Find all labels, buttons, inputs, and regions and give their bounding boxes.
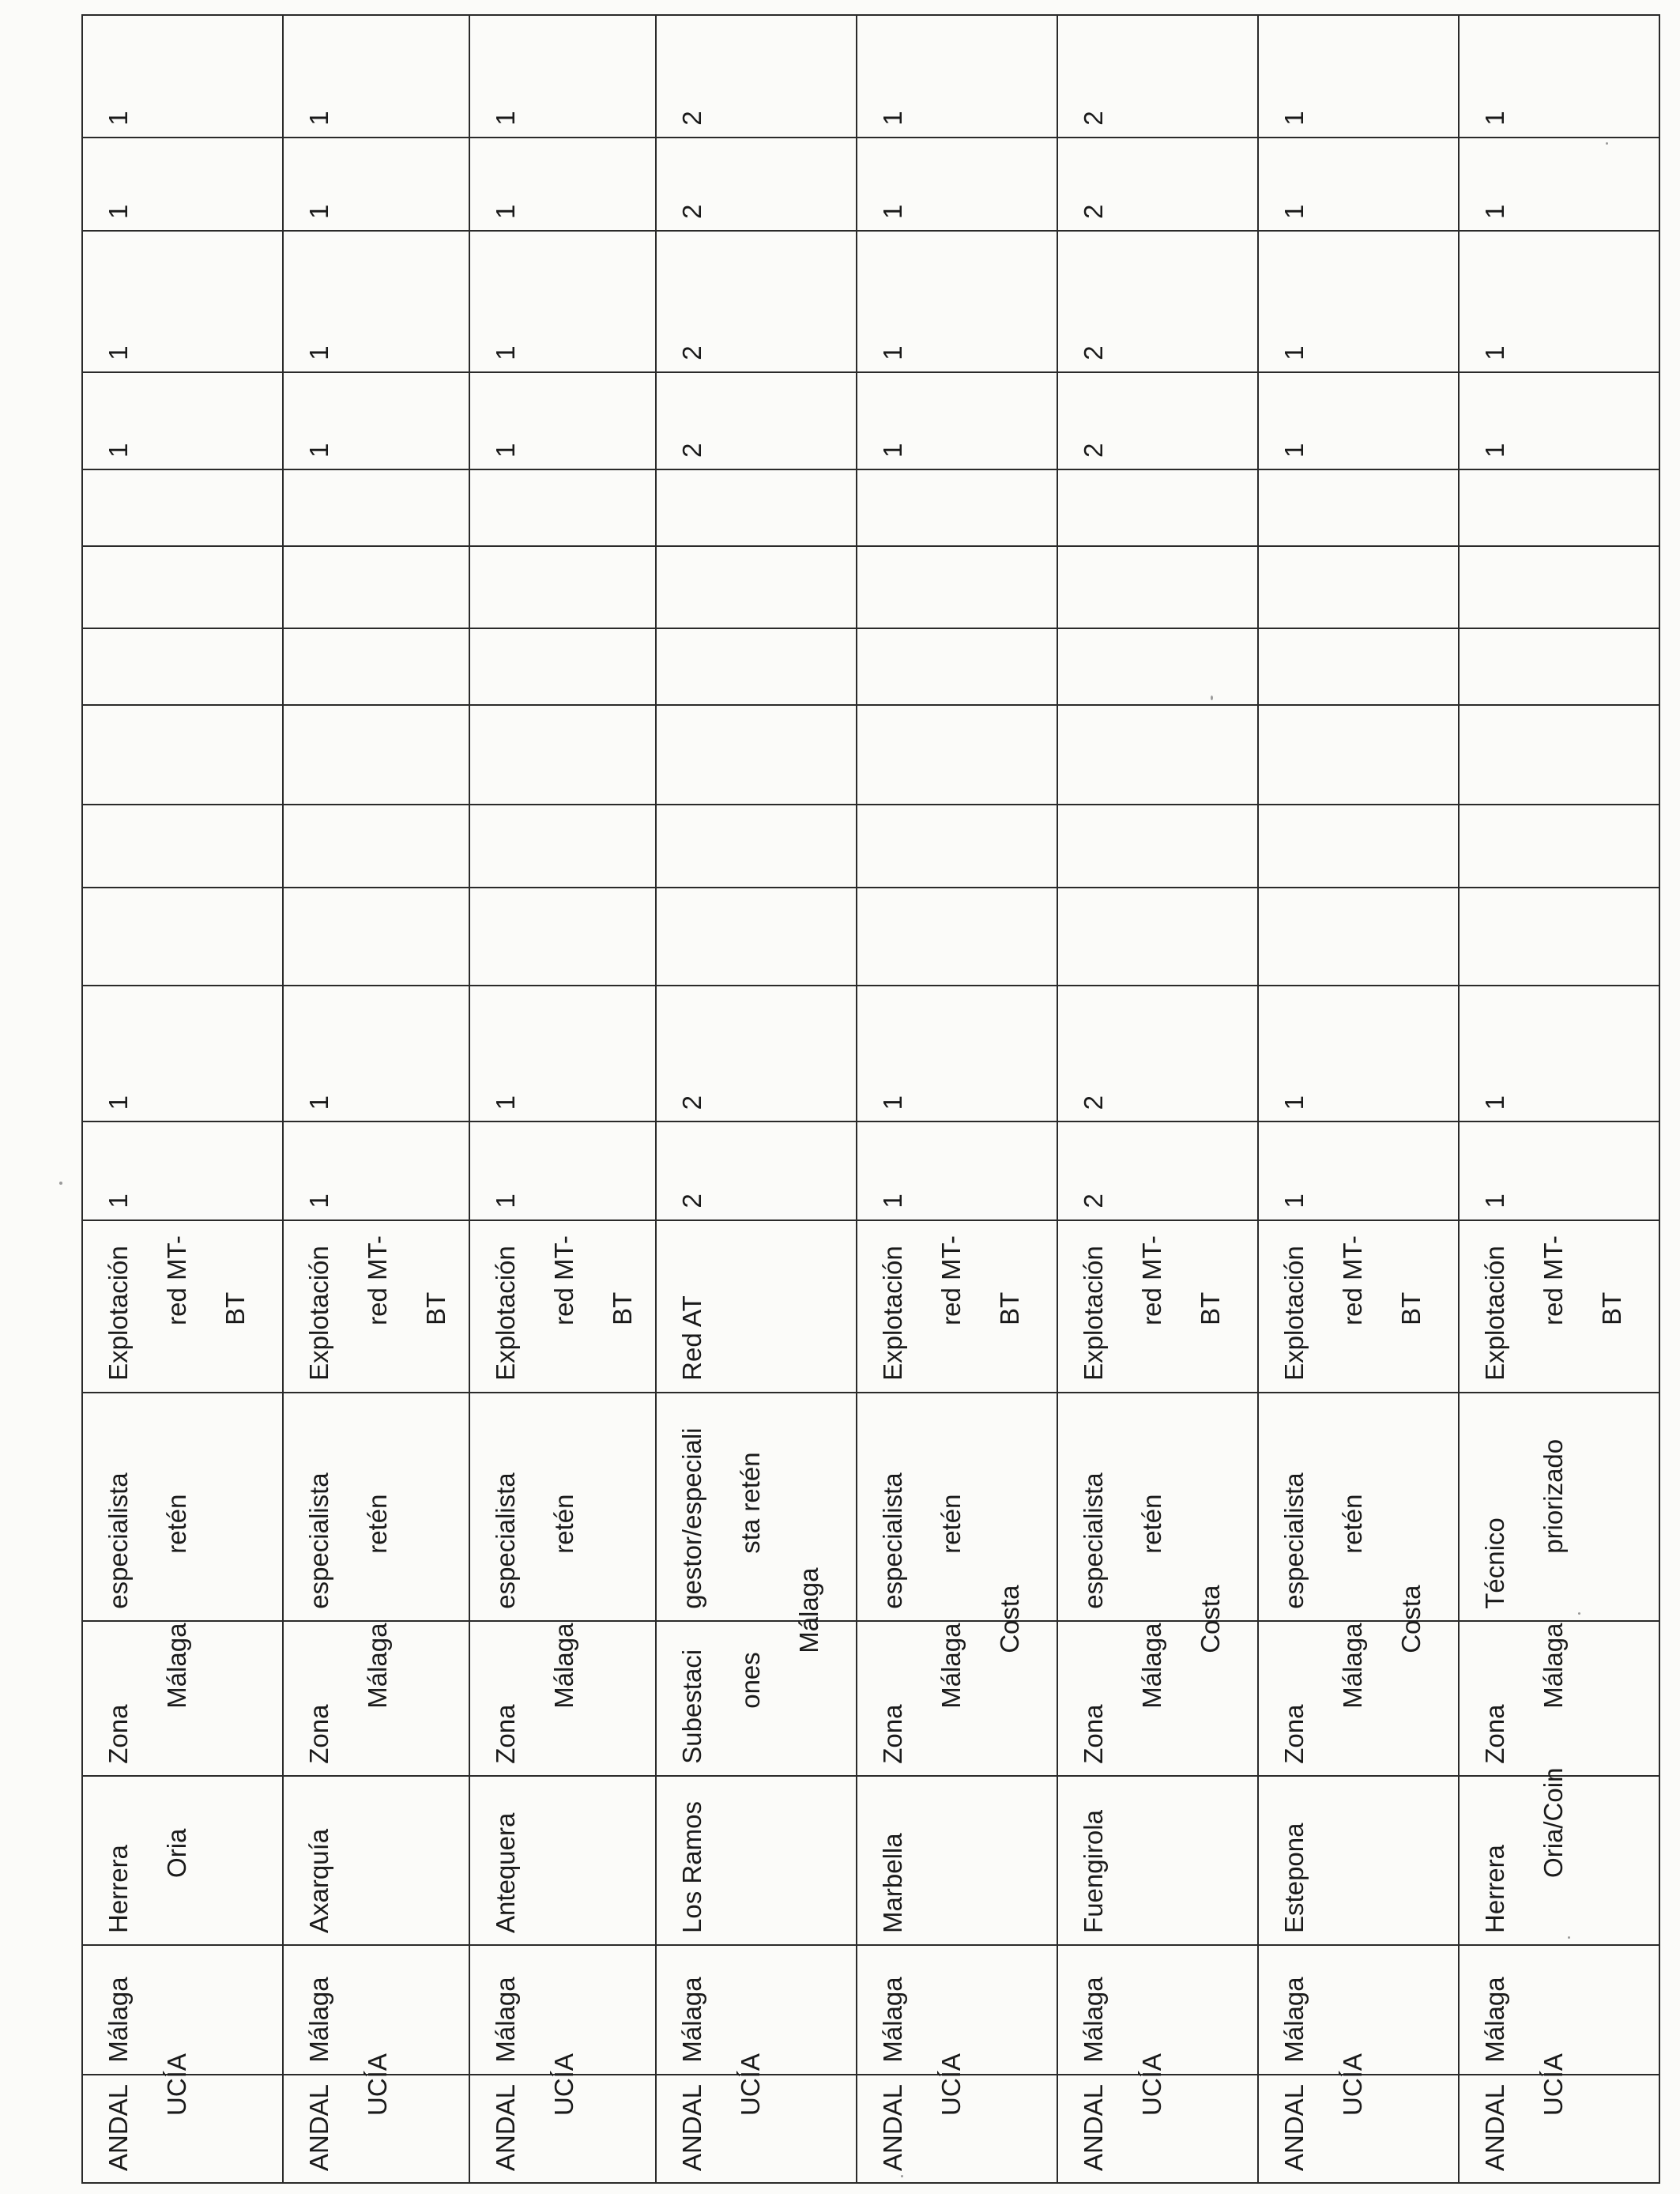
count-cell-6	[857, 628, 1057, 705]
count-cell-7	[1459, 546, 1659, 628]
role-cell-line: retén	[162, 1494, 191, 1554]
count-cell-3	[1258, 888, 1459, 985]
rotated-table-container	[81, 14, 1626, 2184]
role-cell-line: especialista	[878, 1472, 907, 1609]
count-cell-2	[1258, 986, 1459, 1122]
activity-cell-line: red MT-BT	[1137, 1235, 1225, 1325]
activity-cell-line: red MT-BT	[363, 1235, 450, 1325]
count-cell-10	[1258, 231, 1459, 372]
activity-cell	[1057, 1220, 1258, 1393]
region-cell-line: ANDAL	[1079, 2083, 1108, 2171]
count-cell-9-value: 1	[304, 443, 333, 458]
zone-cell	[283, 1621, 469, 1776]
count-cell-11	[1258, 138, 1459, 231]
zone-cell-line: Málaga	[794, 1567, 823, 1653]
zone-cell-line: Subestaci	[677, 1649, 706, 1764]
count-cell-10	[469, 231, 656, 372]
count-cell-4	[1459, 805, 1659, 888]
count-cell-11	[656, 138, 857, 231]
zone-cell-line: Málaga	[162, 1623, 191, 1709]
count-cell-12	[1057, 15, 1258, 138]
province-cell-value: Málaga	[677, 1977, 706, 2063]
region-cell	[469, 2053, 656, 2183]
region-cell	[656, 2053, 857, 2183]
region-cell-line: ANDAL	[304, 2083, 333, 2171]
role-cell-line: retén	[1137, 1494, 1166, 1554]
count-cell-9	[1057, 372, 1258, 469]
location-cell	[1459, 1767, 1659, 1945]
zone-cell-line: Costa	[1196, 1585, 1225, 1653]
count-cell-6	[1459, 628, 1659, 705]
zone-cell-line: Málaga	[363, 1623, 392, 1709]
count-cell-3	[656, 888, 857, 985]
table-row	[656, 15, 857, 2183]
activity-cell	[283, 1220, 469, 1393]
count-cell-4	[1057, 805, 1258, 888]
region-cell	[1258, 2053, 1459, 2183]
count-cell-1-value: 1	[491, 1193, 520, 1208]
zone-cell-line: Zona	[1079, 1704, 1108, 1764]
province-cell-value: Málaga	[1279, 1977, 1309, 2063]
province-cell-value: Málaga	[878, 1977, 907, 2063]
count-cell-10	[656, 231, 857, 372]
count-cell-9-value: 1	[491, 443, 520, 458]
count-cell-3	[283, 888, 469, 985]
region-cell	[82, 2053, 283, 2183]
location-cell-line: Oria/Coin	[1539, 1767, 1568, 1878]
role-cell-line: Técnico	[1480, 1517, 1509, 1609]
count-cell-2	[1057, 986, 1258, 1122]
role-cell-line: especialista	[104, 1472, 133, 1609]
count-cell-7	[656, 546, 857, 628]
zone-cell	[1459, 1621, 1659, 1776]
count-cell-3	[1459, 888, 1659, 985]
count-cell-1	[1258, 1122, 1459, 1220]
count-cell-10-value: 2	[1079, 345, 1108, 360]
count-cell-10	[1459, 231, 1659, 372]
table-row	[469, 15, 656, 2183]
activity-cell	[1258, 1220, 1459, 1393]
count-cell-6	[82, 628, 283, 705]
zone-cell-line: Málaga	[1338, 1623, 1367, 1709]
count-cell-12	[1258, 15, 1459, 138]
count-cell-2-value: 2	[1079, 1095, 1108, 1110]
zone-cell-line: ones	[736, 1652, 765, 1709]
count-cell-7	[469, 546, 656, 628]
count-cell-1-value: 1	[304, 1193, 333, 1208]
table-row	[1057, 15, 1258, 2183]
count-cell-11-value: 2	[1079, 204, 1108, 219]
count-cell-7	[1258, 546, 1459, 628]
count-cell-11	[857, 138, 1057, 231]
staffing-table	[81, 14, 1660, 2184]
count-cell-11-value: 1	[304, 204, 333, 219]
count-cell-11-value: 1	[1279, 204, 1309, 219]
count-cell-2	[283, 986, 469, 1122]
location-cell	[469, 1776, 656, 1945]
role-cell-line: retén	[1338, 1494, 1367, 1554]
count-cell-9	[82, 372, 283, 469]
zone-cell-line: Zona	[304, 1704, 333, 1764]
count-cell-5	[656, 705, 857, 805]
count-cell-2-value: 1	[1279, 1095, 1309, 1110]
count-cell-9	[283, 372, 469, 469]
location-cell-line: Herrera	[104, 1845, 133, 1933]
count-cell-8	[1057, 469, 1258, 546]
count-cell-9	[656, 372, 857, 469]
table-row	[857, 15, 1057, 2183]
province-cell-value: Málaga	[104, 1977, 133, 2063]
count-cell-11-value: 1	[1480, 204, 1509, 219]
zone-cell-line: Málaga	[936, 1623, 966, 1709]
count-cell-6	[283, 628, 469, 705]
province-cell-value: Málaga	[1480, 1977, 1509, 2063]
count-cell-2	[656, 986, 857, 1122]
activity-cell	[656, 1220, 857, 1393]
location-cell	[1057, 1776, 1258, 1945]
count-cell-12	[857, 15, 1057, 138]
zone-cell	[1057, 1585, 1258, 1776]
count-cell-9	[1258, 372, 1459, 469]
activity-cell-line: Explotación	[104, 1246, 133, 1381]
count-cell-11	[82, 138, 283, 231]
activity-cell-line: Explotación	[1079, 1246, 1108, 1381]
count-cell-9-value: 1	[1279, 443, 1309, 458]
zone-cell	[857, 1585, 1057, 1776]
count-cell-10-value: 1	[1480, 345, 1509, 360]
count-cell-11	[283, 138, 469, 231]
count-cell-5	[1258, 705, 1459, 805]
location-cell-line: Fuengirola	[1079, 1810, 1108, 1933]
role-cell-line: sta retén	[736, 1452, 765, 1554]
count-cell-9	[1459, 372, 1659, 469]
count-cell-6	[1258, 628, 1459, 705]
count-cell-1	[857, 1122, 1057, 1220]
count-cell-1-value: 1	[1480, 1193, 1509, 1208]
count-cell-6	[656, 628, 857, 705]
count-cell-3	[82, 888, 283, 985]
zone-cell-line: Málaga	[1539, 1623, 1568, 1709]
count-cell-1-value: 1	[1279, 1193, 1309, 1208]
count-cell-8	[1459, 469, 1659, 546]
zone-cell	[1258, 1585, 1459, 1776]
table-row	[1258, 15, 1459, 2183]
count-cell-4	[857, 805, 1057, 888]
activity-cell	[469, 1220, 656, 1393]
region-cell-line: UCÍA	[363, 2053, 392, 2116]
table-row	[1459, 15, 1659, 2183]
region-cell-line: UCÍA	[936, 2053, 966, 2116]
location-cell-line: Antequera	[491, 1812, 520, 1933]
count-cell-1	[469, 1122, 656, 1220]
count-cell-12-value: 2	[1079, 111, 1108, 126]
count-cell-4	[469, 805, 656, 888]
zone-cell-line: Costa	[995, 1585, 1024, 1653]
province-cell-value: Málaga	[1079, 1977, 1108, 2063]
count-cell-12-value: 1	[491, 111, 520, 126]
count-cell-12-value: 1	[878, 111, 907, 126]
count-cell-8	[82, 469, 283, 546]
count-cell-11-value: 1	[491, 204, 520, 219]
count-cell-5	[283, 705, 469, 805]
count-cell-9	[469, 372, 656, 469]
count-cell-12-value: 1	[1480, 111, 1509, 126]
activity-cell	[1459, 1220, 1659, 1393]
activity-cell-line: Explotación	[304, 1246, 333, 1381]
activity-cell	[857, 1220, 1057, 1393]
region-cell-line: UCÍA	[162, 2053, 191, 2116]
location-cell-line: Marbella	[878, 1833, 907, 1933]
count-cell-8	[1258, 469, 1459, 546]
count-cell-5	[1459, 705, 1659, 805]
count-cell-5	[82, 705, 283, 805]
province-cell-value: Málaga	[491, 1977, 520, 2063]
role-cell	[1459, 1393, 1659, 1621]
location-cell	[82, 1776, 283, 1945]
count-cell-6	[469, 628, 656, 705]
count-cell-9-value: 1	[1480, 443, 1509, 458]
count-cell-12	[82, 15, 283, 138]
count-cell-10-value: 1	[878, 345, 907, 360]
count-cell-2-value: 1	[304, 1095, 333, 1110]
count-cell-4	[656, 805, 857, 888]
region-cell-line: ANDAL	[104, 2083, 133, 2171]
count-cell-1-value: 2	[677, 1193, 706, 1208]
region-cell-line: ANDAL	[1480, 2083, 1509, 2171]
count-cell-2	[469, 986, 656, 1122]
zone-cell	[469, 1621, 656, 1776]
count-cell-9	[857, 372, 1057, 469]
count-cell-10	[283, 231, 469, 372]
activity-cell-line: Red AT	[677, 1295, 706, 1381]
count-cell-3	[857, 888, 1057, 985]
region-cell-line: ANDAL	[677, 2083, 706, 2171]
count-cell-12	[656, 15, 857, 138]
zone-cell-line: Zona	[104, 1704, 133, 1764]
activity-cell-line: Explotación	[1480, 1246, 1509, 1381]
location-cell	[857, 1776, 1057, 1945]
count-cell-12-value: 2	[677, 111, 706, 126]
role-cell-line: especialista	[1079, 1472, 1108, 1609]
region-cell-line: UCÍA	[1539, 2053, 1568, 2116]
zone-cell	[82, 1621, 283, 1776]
location-cell-line: Oria	[162, 1828, 191, 1878]
role-cell-line: retén	[549, 1494, 578, 1554]
count-cell-7	[82, 546, 283, 628]
count-cell-10-value: 1	[491, 345, 520, 360]
location-cell-line: Los Ramos	[677, 1801, 706, 1933]
count-cell-5	[469, 705, 656, 805]
activity-cell-line: Explotación	[878, 1246, 907, 1381]
count-cell-10	[857, 231, 1057, 372]
region-cell	[1459, 2053, 1659, 2183]
activity-cell	[82, 1220, 283, 1393]
region-cell	[283, 2053, 469, 2183]
zone-cell-line: Málaga	[549, 1623, 578, 1709]
count-cell-1	[656, 1122, 857, 1220]
count-cell-1	[1057, 1122, 1258, 1220]
zone-cell-line: Costa	[1396, 1585, 1426, 1653]
role-cell-line: especialista	[1279, 1472, 1309, 1609]
count-cell-3	[469, 888, 656, 985]
count-cell-11-value: 2	[677, 204, 706, 219]
activity-cell-line: red MT-BT	[162, 1235, 250, 1325]
zone-cell-line: Zona	[491, 1704, 520, 1764]
role-cell-line: especialista	[304, 1472, 333, 1609]
count-cell-1-value: 1	[878, 1193, 907, 1208]
activity-cell-line: red MT-BT	[936, 1235, 1024, 1325]
count-cell-1	[1459, 1122, 1659, 1220]
count-cell-1	[283, 1122, 469, 1220]
count-cell-5	[1057, 705, 1258, 805]
province-cell-value: Málaga	[304, 1977, 333, 2063]
region-cell-line: UCÍA	[736, 2053, 765, 2116]
location-cell-line: Axarquía	[304, 1828, 333, 1933]
count-cell-12	[283, 15, 469, 138]
count-cell-2-value: 1	[1480, 1095, 1509, 1110]
region-cell	[857, 2053, 1057, 2183]
count-cell-12	[469, 15, 656, 138]
count-cell-5	[857, 705, 1057, 805]
role-cell-line: gestor/especiali	[677, 1427, 706, 1609]
count-cell-9-value: 2	[677, 443, 706, 458]
count-cell-2-value: 2	[677, 1095, 706, 1110]
location-cell	[283, 1776, 469, 1945]
region-cell-line: UCÍA	[1137, 2053, 1166, 2116]
region-cell-line: ANDAL	[491, 2083, 520, 2171]
count-cell-9-value: 2	[1079, 443, 1108, 458]
count-cell-4	[283, 805, 469, 888]
count-cell-11-value: 1	[104, 204, 133, 219]
count-cell-7	[1057, 546, 1258, 628]
count-cell-10-value: 1	[304, 345, 333, 360]
count-cell-9-value: 1	[104, 443, 133, 458]
count-cell-10-value: 1	[104, 345, 133, 360]
count-cell-1-value: 1	[104, 1193, 133, 1208]
count-cell-10-value: 2	[677, 345, 706, 360]
zone-cell-line: Zona	[878, 1704, 907, 1764]
activity-cell-line: red MT-BT	[1539, 1235, 1626, 1325]
role-cell-line: retén	[936, 1494, 966, 1554]
count-cell-11	[469, 138, 656, 231]
role-cell	[82, 1393, 283, 1621]
count-cell-7	[283, 546, 469, 628]
region-cell-line: UCÍA	[549, 2053, 578, 2116]
location-cell-line: Estepona	[1279, 1823, 1309, 1933]
count-cell-11	[1459, 138, 1659, 231]
count-cell-11	[1057, 138, 1258, 231]
count-cell-2	[857, 986, 1057, 1122]
count-cell-10-value: 1	[1279, 345, 1309, 360]
location-cell	[656, 1776, 857, 1945]
region-cell	[1057, 2053, 1258, 2183]
count-cell-7	[857, 546, 1057, 628]
role-cell	[283, 1393, 469, 1621]
location-cell	[1258, 1776, 1459, 1945]
region-cell-line: ANDAL	[1279, 2083, 1309, 2171]
zone-cell	[656, 1567, 857, 1776]
role-cell-line: retén	[363, 1494, 392, 1554]
activity-cell-line: red MT-BT	[549, 1235, 637, 1325]
scan-speck	[59, 1182, 62, 1185]
count-cell-2-value: 1	[104, 1095, 133, 1110]
count-cell-2	[82, 986, 283, 1122]
count-cell-2	[1459, 986, 1659, 1122]
zone-cell-line: Zona	[1279, 1704, 1309, 1764]
activity-cell-line: Explotación	[491, 1246, 520, 1381]
role-cell	[469, 1393, 656, 1621]
zone-cell-line: Zona	[1480, 1704, 1509, 1764]
count-cell-4	[82, 805, 283, 888]
count-cell-12-value: 1	[1279, 111, 1309, 126]
count-cell-8	[283, 469, 469, 546]
count-cell-11-value: 1	[878, 204, 907, 219]
count-cell-10	[1057, 231, 1258, 372]
count-cell-12-value: 1	[304, 111, 333, 126]
table-row	[82, 15, 283, 2183]
zone-cell-line: Málaga	[1137, 1623, 1166, 1709]
activity-cell-line: Explotación	[1279, 1246, 1309, 1381]
location-cell-line: Herrera	[1480, 1845, 1509, 1933]
role-cell-line: priorizado	[1539, 1438, 1568, 1554]
count-cell-1-value: 2	[1079, 1193, 1108, 1208]
count-cell-8	[469, 469, 656, 546]
count-cell-8	[656, 469, 857, 546]
role-cell-line: especialista	[491, 1472, 520, 1609]
count-cell-3	[1057, 888, 1258, 985]
table-row	[283, 15, 469, 2183]
count-cell-1	[82, 1122, 283, 1220]
count-cell-12	[1459, 15, 1659, 138]
count-cell-6	[1057, 628, 1258, 705]
count-cell-9-value: 1	[878, 443, 907, 458]
count-cell-12-value: 1	[104, 111, 133, 126]
activity-cell-line: red MT-BT	[1338, 1235, 1426, 1325]
count-cell-4	[1258, 805, 1459, 888]
count-cell-2-value: 1	[491, 1095, 520, 1110]
count-cell-2-value: 1	[878, 1095, 907, 1110]
count-cell-8	[857, 469, 1057, 546]
count-cell-10	[82, 231, 283, 372]
region-cell-line: ANDAL	[878, 2083, 907, 2171]
region-cell-line: UCÍA	[1338, 2053, 1367, 2116]
